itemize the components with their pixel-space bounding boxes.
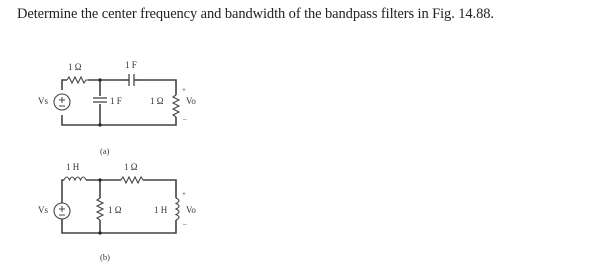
- caption-a: (a): [100, 146, 110, 156]
- junction-node: [98, 123, 101, 126]
- output-minus-sign: –: [183, 115, 187, 123]
- output-minus-sign: –: [183, 220, 187, 228]
- junction-node: [98, 178, 101, 181]
- junction-node: [98, 231, 101, 234]
- series-resistor-label: 1 Ω: [124, 162, 138, 172]
- capacitor-icon: [93, 98, 107, 102]
- capacitor-icon: [123, 74, 140, 86]
- output-label: Vo: [186, 205, 196, 215]
- output-plus-sign: +: [182, 86, 186, 94]
- resistor-icon: [97, 198, 103, 220]
- resistor-icon: [173, 95, 179, 117]
- caption-b: (b): [100, 252, 110, 262]
- output-label: Vo: [186, 96, 196, 106]
- inductor-icon: [64, 177, 86, 180]
- source-label: Vs: [38, 205, 49, 215]
- shunt-capacitor-label: 1 F: [110, 96, 122, 106]
- circuit-b: [38, 162, 196, 262]
- problem-statement: Determine the center frequency and bandwidth of the bandpass filters in Fig. 14.88.: [17, 6, 494, 22]
- voltage-source-icon: [54, 94, 70, 110]
- series-inductor-label: 1 H: [66, 162, 80, 172]
- shunt-inductor-label: 1 H: [154, 205, 168, 215]
- source-label: Vs: [38, 96, 49, 106]
- shunt-resistor-label: 1 Ω: [150, 96, 164, 106]
- resistor-icon: [121, 177, 143, 183]
- series-resistor-label: 1 Ω: [68, 62, 82, 72]
- circuit-a: [38, 60, 196, 156]
- series-capacitor-label: 1 F: [125, 60, 137, 70]
- junction-node: [98, 78, 101, 81]
- inductor-icon: [176, 198, 179, 220]
- voltage-source-icon: [54, 203, 70, 219]
- output-plus-sign: +: [182, 190, 186, 198]
- shunt-resistor-label: 1 Ω: [108, 205, 122, 215]
- resistor-icon: [67, 77, 88, 83]
